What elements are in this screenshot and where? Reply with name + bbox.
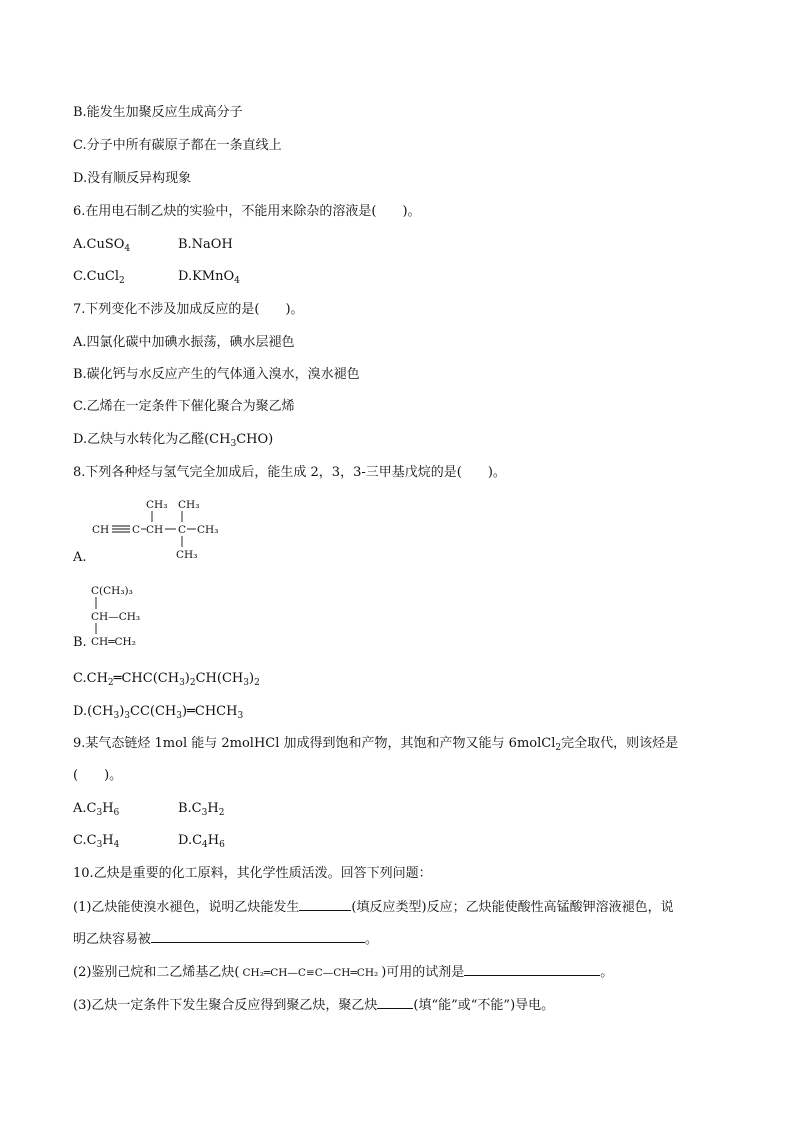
q9-stem: 9.某气态链烃 1mol 能与 2molHCl 加成得到饱和产物，其饱和产物又能与 6molCl$_2$完全取代，则该烃是 xyxy=(73,736,679,753)
q6-option-c: C.CuCl$_2$ xyxy=(73,269,125,286)
q9-row2 xyxy=(73,832,225,850)
q8-option-d: $D.(CH_3)_3CC(CH_3)═CHCH_3$ xyxy=(73,704,244,721)
struct-a-bottom: CH₃ xyxy=(176,549,198,561)
struct-b-row2: CH—CH₃ xyxy=(91,611,141,623)
struct-b-row3: CH═CH₂ xyxy=(91,636,136,648)
q10-part2: (2)鉴别己烷和二乙烯基乙炔( CH₂═CH—C≡C—CH═CH₂ )可用的试剂是 。 xyxy=(73,965,614,980)
q5-option-d: D.没有顺反异构现象 xyxy=(73,171,192,186)
q8-option-b-label: B. xyxy=(73,635,87,650)
q10-stem: 10.乙炔是重要的化工原料，其化学性质活泼。回答下列问题： xyxy=(73,866,432,881)
q6-option-d: D.KMnO$_4$ xyxy=(178,269,240,286)
q7-stem: 7.下列变化不涉及加成反应的是( )。 xyxy=(73,302,304,317)
q5-option-b: B.能发生加聚反应生成高分子 xyxy=(73,105,243,120)
q6-option-a: A.CuSO$_4$ xyxy=(73,237,131,254)
q10-blank-1[interactable] xyxy=(299,898,351,911)
q10-part3: (3)乙炔一定条件下发生聚合反应得到聚乙炔，聚乙炔 (填“能”或“不能”)导电。 xyxy=(73,998,555,1013)
q9-option-b: $B.C_3H_2$ xyxy=(178,801,225,818)
q10-part1-line2: 明乙炔容易被 。 xyxy=(73,932,379,947)
q8-option-c: $C.CH_2═CHC(CH_3)_2CH(CH_3)_2$ xyxy=(73,671,260,688)
q6-option-b: B.NaOH xyxy=(178,237,233,252)
q10-part1-line1: (1)乙炔能使溴水褪色，说明乙炔能发生 (填反应类型)反应；乙炔能使酸性高锰酸钾溶液褪色，说 xyxy=(73,900,674,915)
q6-stem: 6.在用电石制乙炔的实验中，不能用来除杂的溶液是( )。 xyxy=(73,204,421,219)
q6-row2 xyxy=(73,268,240,286)
q9-option-c: $C.C_3H_4$ xyxy=(73,833,120,850)
q5-option-c: C.分子中所有碳原子都在一条直线上 xyxy=(73,138,282,153)
q9-option-a: $A.C_3H_6$ xyxy=(73,801,120,818)
q10-blank-4[interactable] xyxy=(377,996,413,1009)
q8-structure-b xyxy=(88,582,178,652)
q7-option-c: C.乙烯在一定条件下催化聚合为聚乙烯 xyxy=(73,399,295,414)
q8-stem: 8.下列各种烃与氢气完全加成后，能生成 2，3，3-三甲基戊烷的是( )。 xyxy=(73,465,506,480)
q9-row1 xyxy=(73,800,225,818)
struct-a-ch: CH xyxy=(92,524,110,536)
q10-blank-2[interactable] xyxy=(151,930,365,943)
struct-a-top2: CH₃ xyxy=(178,499,200,511)
struct-a-c: C xyxy=(132,524,141,536)
struct-a-quat: C xyxy=(178,524,187,536)
q7-option-a: A.四氯化碳中加碘水振荡，碘水层褪色 xyxy=(73,335,295,350)
q8-structure-a xyxy=(88,494,228,566)
struct-a-top1: CH₃ xyxy=(146,499,168,511)
q10-blank-3[interactable] xyxy=(464,963,600,976)
struct-a-mid: CH xyxy=(146,524,164,536)
q8-option-a-label: A. xyxy=(73,550,87,565)
q9-stem-line2: ( )。 xyxy=(73,768,123,783)
q7-option-d: D.乙炔与水转化为乙醛$(CH_3CHO)$ xyxy=(73,432,274,449)
q6-row1 xyxy=(73,236,233,254)
q7-option-b: B.碳化钙与水反应产生的气体通入溴水，溴水褪色 xyxy=(73,367,360,382)
struct-b-row1: C(CH₃)₃ xyxy=(91,585,133,597)
struct-a-end: CH₃ xyxy=(197,524,219,536)
q10-formula: CH₂═CH—C≡C—CH═CH₂ xyxy=(242,967,379,979)
q9-option-d: $D.C_4H_6$ xyxy=(178,833,225,850)
